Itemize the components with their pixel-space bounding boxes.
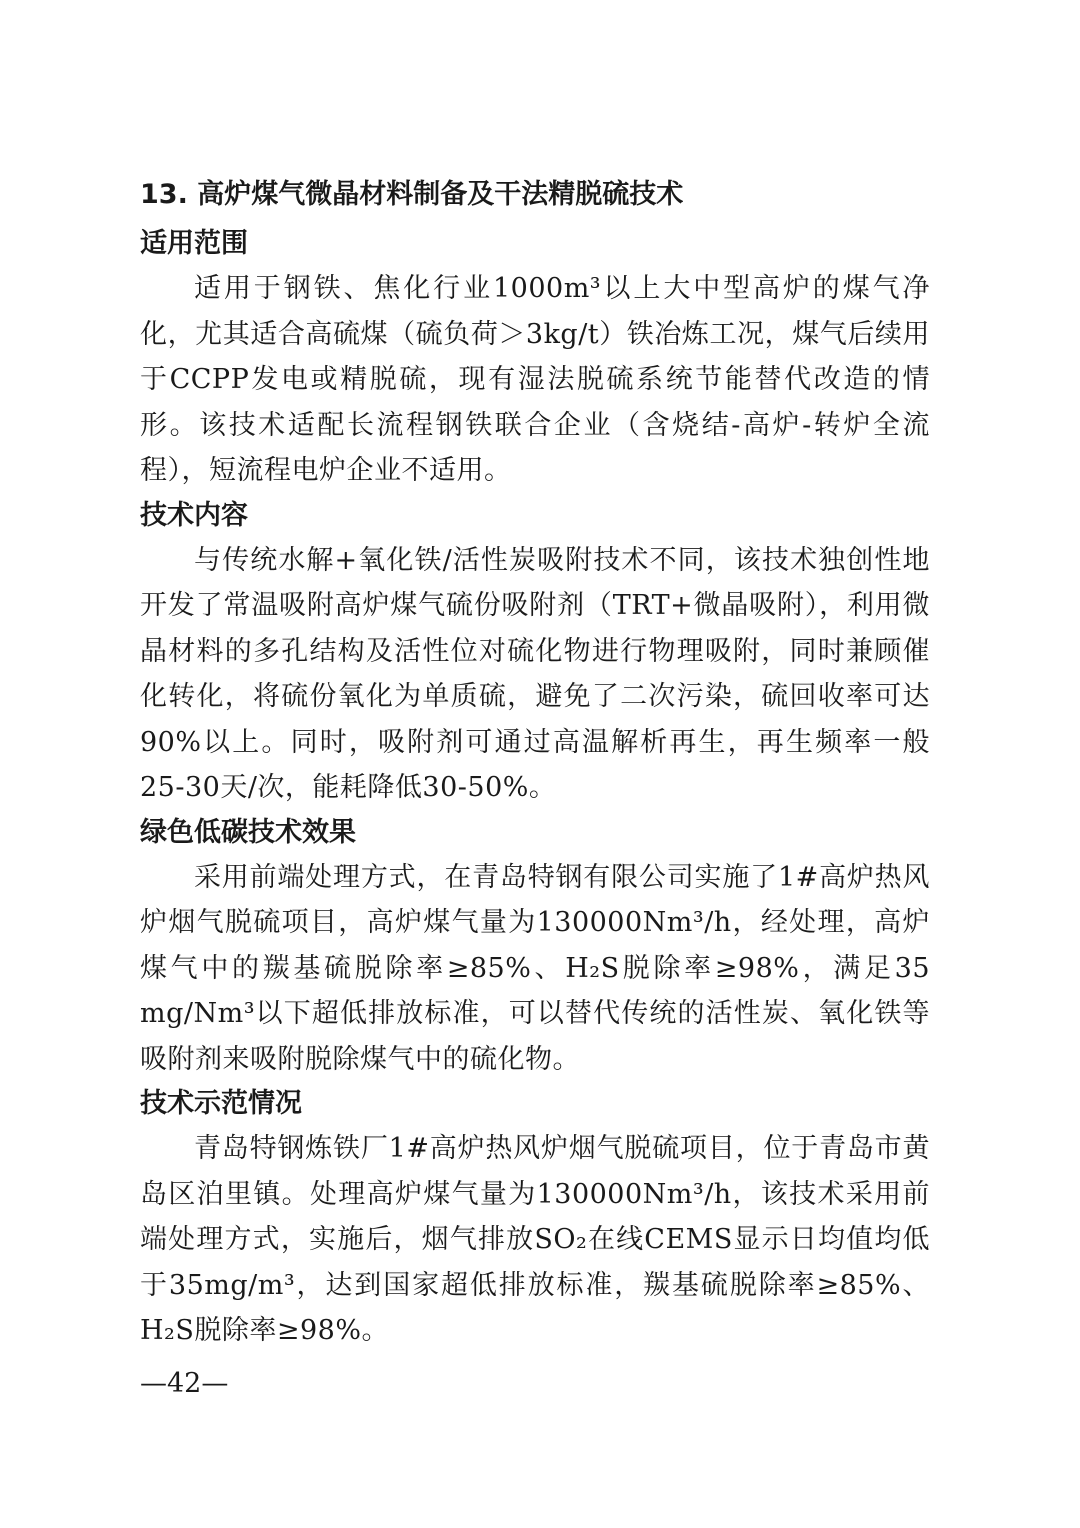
page-number: —42— bbox=[140, 1368, 229, 1399]
section-paragraph: 与传统水解+氧化铁/活性炭吸附技术不同，该技术独创性地开发了常温吸附高炉煤气硫份吸附剂（TRT+微晶吸附），利用微晶材料的多孔结构及活性位对硫化物进行物理吸附，同时兼顾催化转化，将硫份氧化为单质硫，避免了二次污染，硫回收率可达90%以上。同时，吸附剂可通过高温解析再生，再生频率一般25-30天/次，能耗降低30-50%。 bbox=[140, 544, 930, 803]
section-heading: 技术内容 bbox=[140, 499, 248, 531]
document-page bbox=[140, 172, 930, 1354]
section-demonstration bbox=[140, 1082, 930, 1354]
section-technical-content bbox=[140, 494, 930, 811]
document-title: 13. 高炉煤气微晶材料制备及干法精脱硫技术 bbox=[140, 179, 684, 210]
section-paragraph: 青岛特钢炼铁厂1#高炉热风炉烟气脱硫项目，位于青岛市黄岛区泊里镇。处理高炉煤气量为130000Nm³/h，该技术采用前端处理方式，实施后，烟气排放SO₂在线CEMS显示日均值均低于35mg/m³，达到国家超低排放标准，羰基硫脱除率≥85%、H₂S脱除率≥98%。 bbox=[140, 1133, 930, 1346]
section-paragraph: 适用于钢铁、焦化行业1000m³以上大中型高炉的煤气净化，尤其适合高硫煤（硫负荷＞3kg/t）铁冶炼工况，煤气后续用于CCPP发电或精脱硫，现有湿法脱硫系统节能替代改造的情形。该技术适配长流程钢铁联合企业（含烧结-高炉-转炉全流程），短流程电炉企业不适用。 bbox=[140, 273, 930, 486]
section-paragraph: 采用前端处理方式，在青岛特钢有限公司实施了1#高炉热风炉烟气脱硫项目，高炉煤气量为130000Nm³/h，经处理，高炉煤气中的羰基硫脱除率≥85%、H₂S脱除率≥98%，满足35 mg/Nm³以下超低排放标准，可以替代传统的活性炭、氧化铁等吸附剂来吸附脱除煤气中的硫化物。 bbox=[140, 861, 930, 1075]
section-heading: 适用范围 bbox=[140, 228, 248, 259]
section-heading: 技术示范情况 bbox=[140, 1088, 302, 1119]
section-applicable-scope bbox=[140, 222, 930, 494]
section-heading: 绿色低碳技术效果 bbox=[140, 816, 356, 848]
section-green-effect bbox=[140, 811, 930, 1083]
